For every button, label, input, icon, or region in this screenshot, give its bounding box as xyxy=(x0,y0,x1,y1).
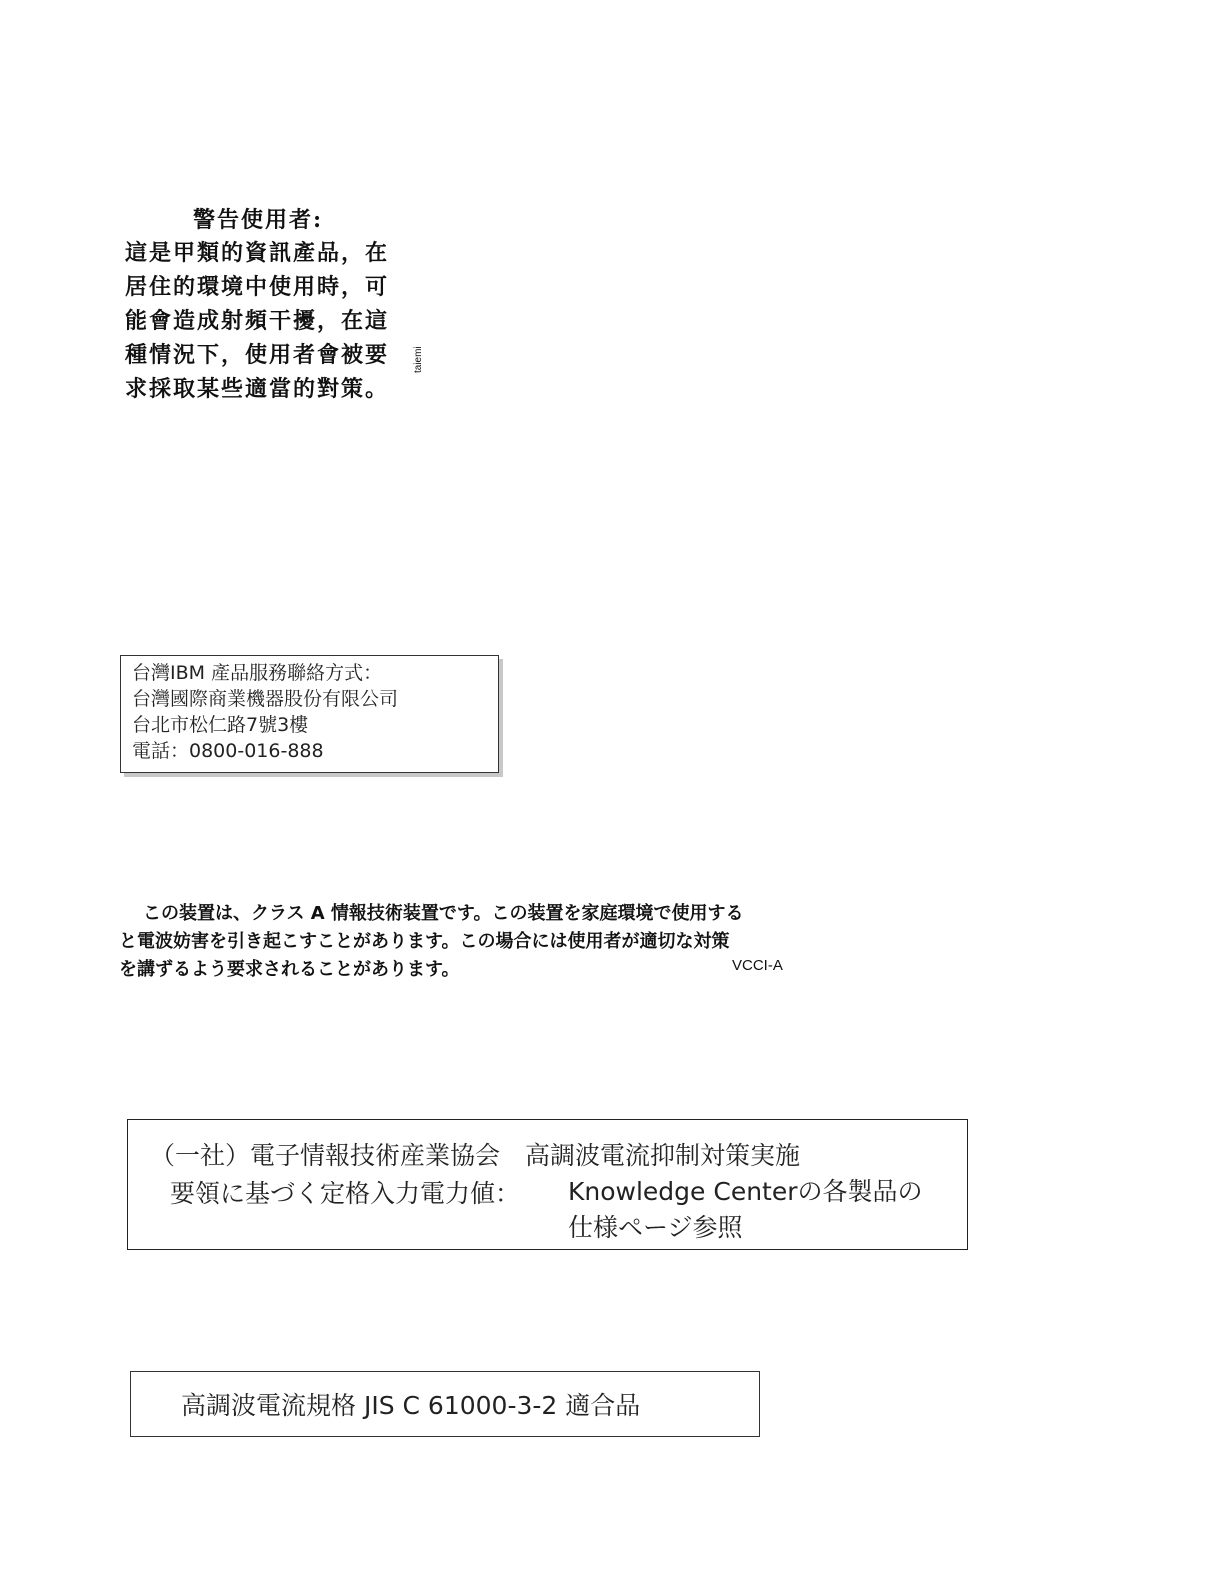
vcci-code: VCCI-A xyxy=(732,957,783,974)
taiwan-warning-code: taiemi xyxy=(413,346,424,373)
harmonics-rated-power-label: 要領に基づく定格入力電力値： xyxy=(170,1179,521,1208)
taiwan-warning-line: 種情況下，使用者會被要 xyxy=(125,342,390,368)
taiwan-contact-line: 台灣IBM 產品服務聯絡方式： xyxy=(132,662,383,684)
harmonics-value-line: Knowledge Centerの各製品の xyxy=(568,1177,923,1206)
taiwan-class-a-warning xyxy=(125,204,435,406)
taiwan-contact-line: 台灣國際商業機器股份有限公司 xyxy=(132,688,399,710)
vcci-notice-line: この装置は、クラス A 情報技術装置です。この装置を家庭環境で使用する xyxy=(143,903,744,924)
jis-compliance-text: 高調波電流規格 JIS C 61000-3-2 適合品 xyxy=(181,1391,641,1420)
taiwan-contact-box xyxy=(120,655,499,773)
taiwan-warning-line: 居住的環境中使用時，可 xyxy=(125,274,390,300)
vcci-notice-line: を講ずるよう要求されることがあります。 xyxy=(119,959,460,980)
vcci-notice-line: と電波妨害を引き起こすことがあります。この場合には使用者が適切な対策 xyxy=(119,931,730,952)
taiwan-warning-line: 這是甲類的資訊產品，在 xyxy=(125,240,390,266)
harmonics-notice-box xyxy=(127,1119,968,1250)
taiwan-contact-line: 台北市松仁路7號3樓 xyxy=(132,714,309,736)
harmonics-rated-power-value xyxy=(568,1174,923,1246)
taiwan-contact-phone: 電話：0800-016-888 xyxy=(132,740,324,762)
harmonics-notice-heading: （一社）電子情報技術産業協会 高調波電流抑制対策実施 xyxy=(150,1141,801,1170)
taiwan-warning-title: 警告使用者: xyxy=(193,207,324,233)
jis-compliance-box xyxy=(130,1371,760,1437)
taiwan-warning-line: 求採取某些適當的對策。 xyxy=(125,376,390,402)
taiwan-warning-line: 能會造成射頻干擾，在這 xyxy=(125,308,390,334)
harmonics-value-line: 仕様ページ参照 xyxy=(568,1213,743,1242)
